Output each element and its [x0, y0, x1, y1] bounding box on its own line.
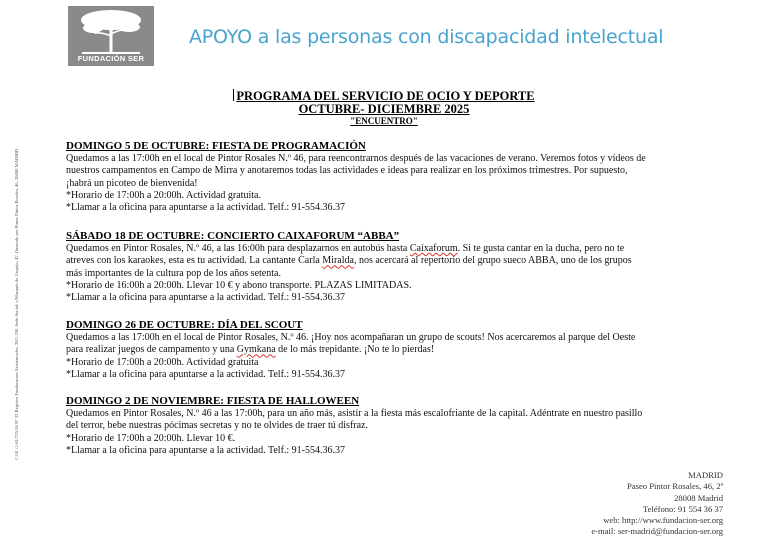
event-contact: *Llamar a la oficina para apuntarse a la actividad. Telf.: 91-554.36.37 [66, 292, 346, 304]
footer-phone: Teléfono: 91 554 36 37 [642, 503, 723, 514]
footer-web: web: http://www.fundacion-ser.org [603, 515, 723, 526]
event-title: DOMINGO 5 DE OCTUBRE: FIESTA DE PROGRAMACIÓN [66, 140, 366, 152]
event-section-2 [66, 230, 646, 304]
spellcheck-word: Gymkana [236, 344, 276, 356]
text-run: , nos acercará al repertorio del grupo sueco ABBA, uno de los grupos más importantes de la cultura pop de los años setenta. [66, 255, 632, 279]
event-section-1 [66, 140, 646, 214]
spellcheck-word: Miralda [322, 255, 354, 267]
text-run: de lo más trepidante. ¡No te lo pierdas! [275, 344, 435, 356]
program-period: OCTUBRE- DICIEMBRE 2025 [298, 102, 470, 116]
event-contact: *Llamar a la oficina para apuntarse a la actividad. Telf.: 91-554.36.37 [66, 368, 346, 380]
program-title-text: PROGRAMA DEL SERVICIO DE OCIO Y DEPORTE [236, 89, 535, 103]
text-run: Quedamos a las 17:00h en el local de Pintor Rosales, N.º 46. ¡Hoy nos acompañaran un grupo de scouts! Nos acercaremos al parque del Oeste para realizar juegos de campamento y una [66, 332, 636, 356]
side-text: C.I.F. G-81/725/18 Nº 32 Registro Fundaciones Asistenciales, 28/1.190. Sede Social: c/Marqués de Urquijo, 47. Ilustrado por Pintor Pintor Rosales, 46, 28008 MADRID [14, 148, 19, 460]
event-section-4 [66, 395, 646, 457]
event-title: DOMINGO 26 DE OCTUBRE: DÍA DEL SCOUT [66, 319, 303, 331]
logo-text: FUNDACIÓN SER [77, 54, 145, 63]
event-schedule: *Horario de 17:00h a 20:00h. Llevar 10 €. [66, 432, 236, 444]
fundacion-ser-logo [68, 6, 154, 66]
event-description [66, 332, 646, 356]
spellcheck-word: Caixaforum [409, 243, 458, 255]
event-description [66, 243, 646, 280]
event-schedule: *Horario de 16:00h a 20:00h. Llevar 10 € y abono transporte. PLAZAS LIMITADAS. [66, 279, 412, 291]
event-title: SÁBADO 18 DE OCTUBRE: CONCIERTO CAIXAFORUM “ABBA” [66, 230, 400, 242]
event-description: Quedamos a las 17:00h en el local de Pintor Rosales N.º 46, para reencontrarnos después de las vacaciones de verano. Veremos fotos y vídeos de nuestros campamentos en Campo de Mirra y anotaremos todas las actividades e ideas para realizar en los próximos trimestres. Por supuesto, ¡habrá un picoteo de bienvenida! [66, 153, 646, 189]
contact-footer [591, 470, 723, 538]
event-schedule: *Horario de 17:00h a 20:00h. Actividad gratuita. [66, 189, 261, 201]
event-description: Quedamos en Pintor Rosales, N.º 46 a las 17:00h, para un año más, asistir a la fiesta más escalofriante de la capital. Adéntrate en nuestro pasillo del terror, bebe nuestras pócimas secretas y no te olvides de traer tú disfraz. [66, 408, 643, 432]
event-section-3 [66, 319, 646, 381]
footer-address: Paseo Pintor Rosales, 46, 2ª [627, 481, 723, 492]
side-registration-text [14, 100, 50, 460]
footer-city: MADRID [688, 470, 723, 480]
footer-email: e-mail: ser-madrid@fundacion-ser.org [591, 526, 723, 537]
program-subtitle: "ENCUENTRO" [350, 116, 418, 126]
event-contact: *Llamar a la oficina para apuntarse a la actividad. Telf.: 91-554.36.37 [66, 444, 346, 456]
tree-icon [68, 6, 154, 56]
event-contact: *Llamar a la oficina para apuntarse a la actividad. Telf.: 91-554.36.37 [66, 202, 346, 214]
tagline: APOYO a las personas con discapacidad intelectual [189, 26, 664, 48]
event-title: DOMINGO 2 DE NOVIEMBRE: FIESTA DE HALLOWEEN [66, 395, 360, 407]
event-schedule: *Horario de 17:00h a 20:00h. Actividad gratuita [66, 356, 259, 368]
text-run: . Si te gusta cantar en la ducha, pero no te atreves con los karaokes, esta es tu actividad. La cantante Carla [66, 243, 625, 267]
footer-postcode: 28008 Madrid [674, 492, 723, 503]
text-cursor [233, 89, 234, 101]
text-run: Quedamos en Pintor Rosales, N.º 46, a las 16:00h para desplazarnos en autobús hasta [66, 243, 410, 255]
